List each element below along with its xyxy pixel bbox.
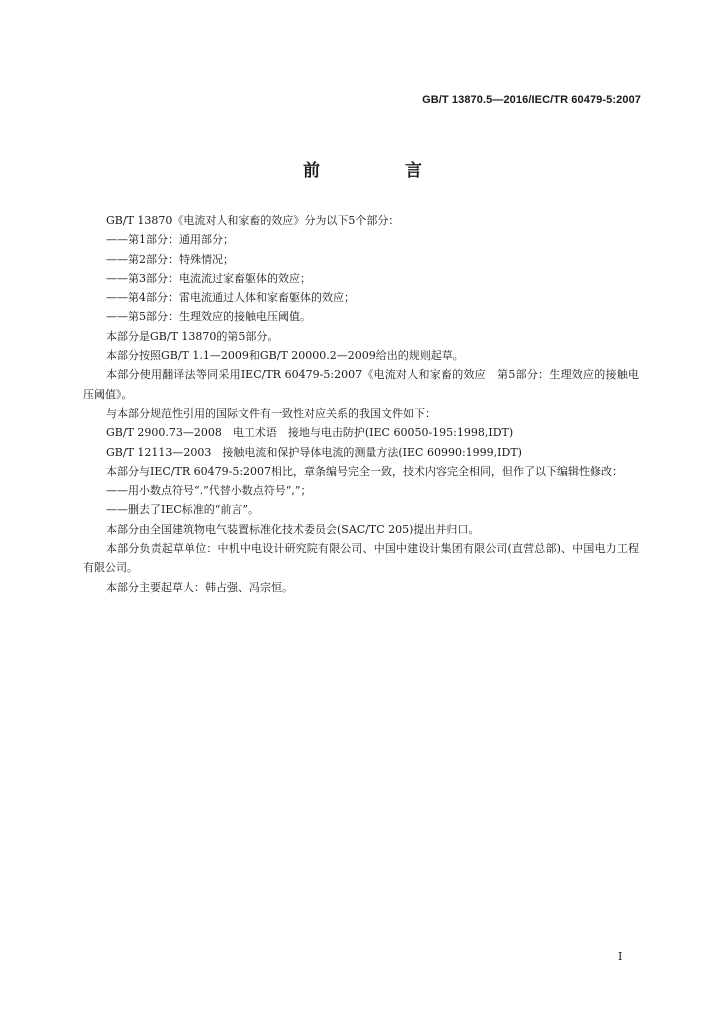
list-item-part-1: ——第1部分：通用部分； [106, 233, 234, 247]
paragraph-drafting-units: 本部分负责起草单位：中机中电设计研究院有限公司、中国中建设计集团有限公司(直营总部)、中国电力工程有限公司。 [83, 542, 639, 575]
page-number: I [618, 950, 623, 963]
paragraph-drafting-rules: 本部分按照GB/T 1.1—2009和GB/T 20000.2—2009给出的规则起草。 [106, 349, 464, 363]
foreword-body [83, 211, 639, 597]
paragraph-editorial-changes: 本部分与IEC/TR 60479-5:2007相比，章条编号完全一致，技术内容完全相同，但作了以下编辑性修改： [106, 464, 624, 478]
reference-item-2: GB/T 12113—2003 接触电流和保护导体电流的测量方法(IEC 60990:1999,IDT) [106, 445, 522, 459]
page-title: 前 言 [303, 161, 456, 181]
list-item-change-2: ——删去了IEC标准的“前言”。 [106, 503, 260, 517]
list-item-part-5: ——第5部分：生理效应的接触电压阈值。 [106, 310, 311, 324]
standard-number-header: GB/T 13870.5—2016/IEC/TR 60479-5:2007 [422, 94, 641, 106]
paragraph-part-statement: 本部分是GB/T 13870的第5部分。 [106, 329, 279, 343]
paragraph-adoption: 本部分使用翻译法等同采用IEC/TR 60479-5:2007《电流对人和家畜的效应 第5部分：生理效应的接触电压阈值》。 [83, 368, 639, 401]
list-item-part-4: ——第4部分：雷电流通过人体和家畜躯体的效应； [106, 291, 355, 305]
paragraph-drafters: 本部分主要起草人：韩占强、冯宗恒。 [106, 580, 293, 594]
paragraph-intro: GB/T 13870《电流对人和家畜的效应》分为以下5个部分： [106, 214, 400, 227]
paragraph-committee: 本部分由全国建筑物电气装置标准化技术委员会(SAC/TC 205)提出并归口。 [106, 522, 480, 536]
list-item-part-3: ——第3部分：电流流过家畜躯体的效应； [106, 271, 311, 285]
list-item-part-2: ——第2部分：特殊情况； [106, 252, 234, 266]
reference-item-1: GB/T 2900.73—2008 电工术语 接地与电击防护(IEC 60050-195:1998,IDT) [106, 426, 514, 440]
paragraph-normative-refs: 与本部分规范性引用的国际文件有一致性对应关系的我国文件如下： [106, 406, 436, 420]
list-item-change-1: ——用小数点符号“.”代替小数点符号“,”； [106, 484, 312, 498]
